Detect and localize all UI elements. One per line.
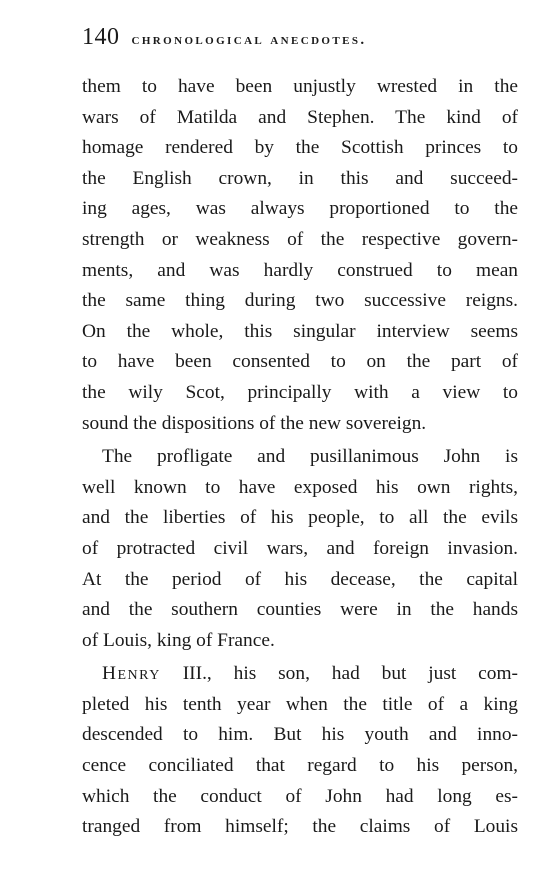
text-line: tranged from himself; the claims of Louis (82, 816, 518, 838)
running-title: chronological anecdotes. (131, 32, 367, 48)
text-line: the wily Scot, principally with a view to (82, 381, 518, 403)
text-line-rest: III., his son, had but just com- (160, 663, 518, 685)
text-line: of protracted civil wars, and foreign invasion. (82, 537, 518, 559)
text-line: of Louis, king of France. (82, 629, 275, 651)
running-head (82, 24, 522, 54)
text-line: well known to have exposed his own rights, (82, 476, 518, 498)
text-line: to have been consented to on the part of (82, 351, 518, 373)
text-line: wars of Matilda and Stephen. The kind of (82, 106, 518, 128)
text-line (82, 659, 518, 690)
text-line: cence conciliated that regard to his person, (82, 755, 518, 777)
text-line: the same thing during two successive reigns. (82, 290, 518, 312)
text-line: which the conduct of John had long es- (82, 785, 518, 807)
page-number: 140 (82, 24, 120, 50)
text-line: descended to him. But his youth and inno- (82, 724, 518, 746)
text-line: and the southern counties were in the hands (82, 599, 518, 621)
text-line: strength or weakness of the respective govern- (82, 228, 518, 250)
body-text (82, 72, 518, 843)
text-line: The profligate and pusillanimous John is (102, 446, 518, 468)
paragraph-1 (82, 72, 518, 439)
text-line: the English crown, in this and succeed- (82, 167, 518, 189)
text-line: pleted his tenth year when the title of a king (82, 693, 518, 715)
text-line: homage rendered by the Scottish princes to (82, 137, 518, 159)
text-line: ments, and was hardly construed to mean (82, 259, 518, 281)
paragraph-2 (82, 442, 518, 656)
text-line: them to have been unjustly wrested in the (82, 76, 518, 97)
small-caps-name: Henry (102, 663, 161, 685)
paragraph-3 (82, 659, 518, 843)
text-line: and the liberties of his people, to all the evils (82, 507, 518, 529)
text-line: ing ages, was always proportioned to the (82, 198, 518, 220)
text-line: On the whole, this singular interview seems (82, 320, 518, 342)
text-line: sound the dispositions of the new sovereign. (82, 412, 427, 434)
text-line: At the period of his decease, the capital (82, 568, 518, 590)
